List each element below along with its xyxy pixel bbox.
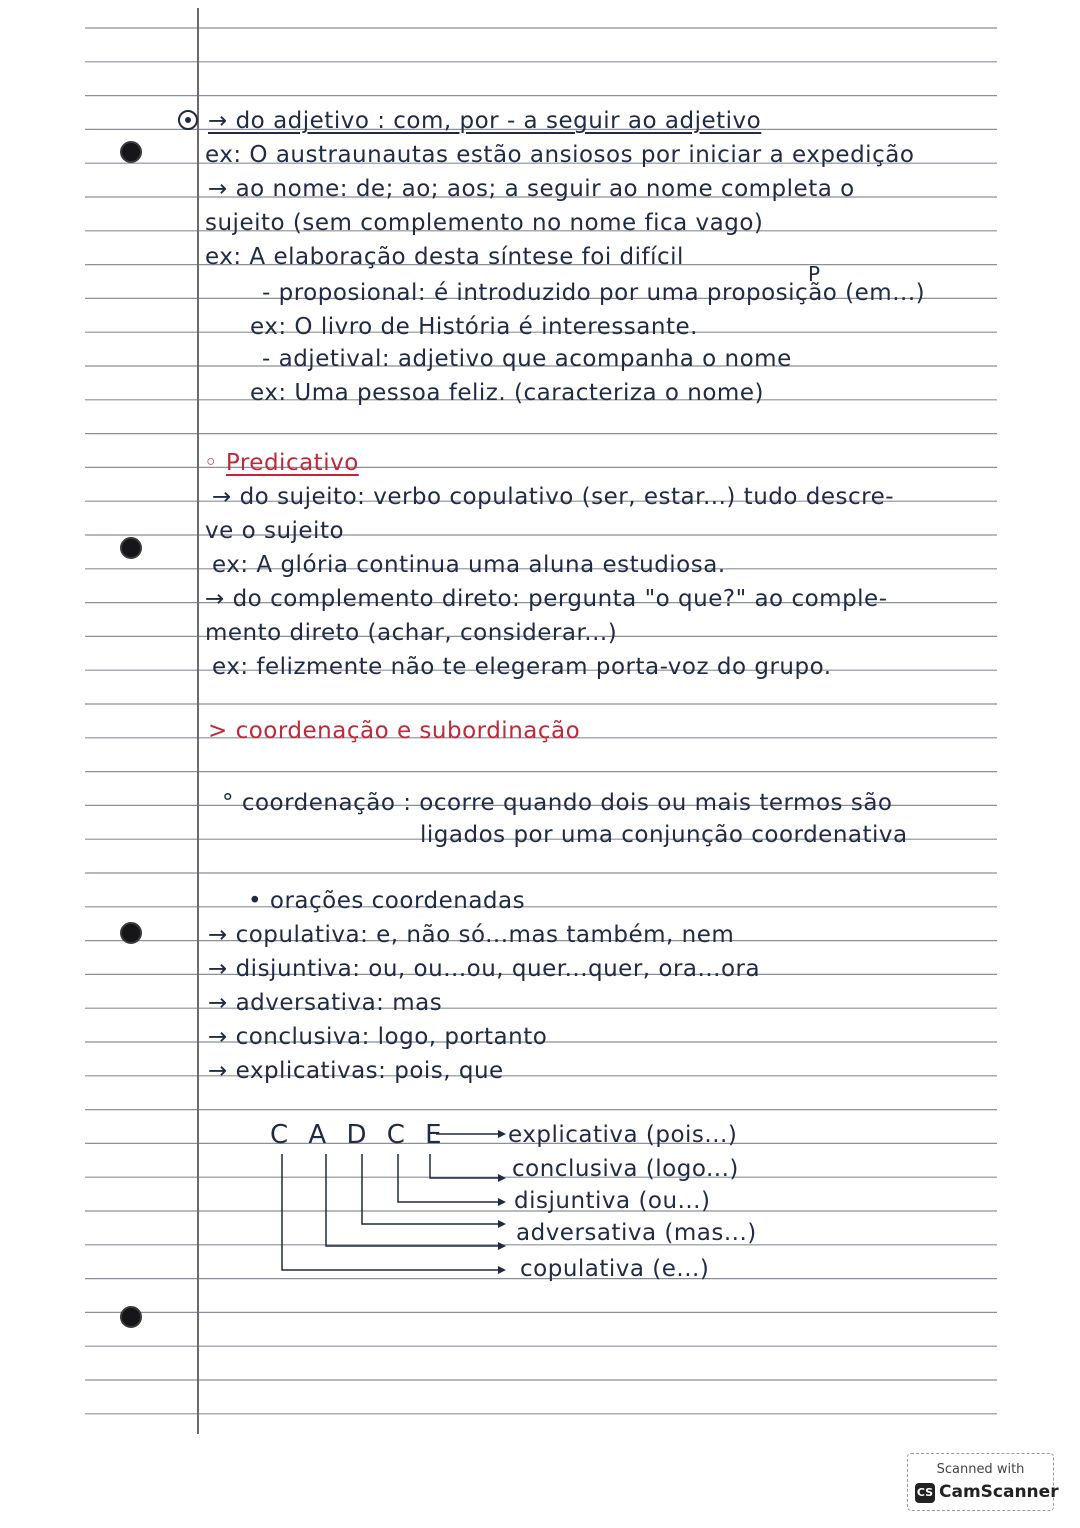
note-line: sujeito (sem complemento no nome fica vago): [205, 210, 764, 236]
note-line: ve o sujeito: [205, 518, 345, 544]
note-line: → copulativa: e, não só...mas também, nem: [208, 922, 735, 948]
note-line: ° coordenação : ocorre quando dois ou mais termos são: [222, 790, 893, 816]
note-line: → adversativa: mas: [208, 990, 443, 1016]
note-annotation: P: [808, 262, 821, 286]
note-line: → conclusiva: logo, portanto: [208, 1024, 548, 1050]
note-line: ex: Uma pessoa feliz. (caracteriza o nome): [250, 380, 764, 406]
punch-hole: [120, 537, 142, 559]
bullet-circle-icon: [178, 110, 198, 130]
cadce-letters: C A D C E: [270, 1120, 448, 1150]
note-line: → do complemento direto: pergunta "o que?" ao comple-: [205, 586, 888, 612]
note-line: → explicativas: pois, que: [208, 1058, 504, 1084]
camscanner-logo-icon: CS: [915, 1483, 935, 1503]
note-line: • orações coordenadas: [248, 888, 526, 914]
note-line: ex: felizmente não te elegeram porta-voz do grupo.: [212, 654, 832, 680]
punch-hole: [120, 141, 142, 163]
watermark-caption: Scanned with: [936, 1462, 1025, 1477]
cadce-item: conclusiva (logo...): [512, 1156, 739, 1182]
section-heading: > coordenação e subordinação: [208, 718, 581, 744]
note-line: ex: O austraunautas estão ansiosos por iniciar a expedição: [205, 142, 915, 168]
punch-hole: [120, 1306, 142, 1328]
punch-hole: [120, 922, 142, 944]
note-line: mento direto (achar, considerar...): [205, 620, 618, 646]
note-line: ligados por uma conjunção coordenativa: [420, 822, 908, 848]
cadce-arrows: [270, 1120, 510, 1285]
note-line: - proposional: é introduzido por uma proposição (em...): [262, 280, 926, 306]
cadce-item: adversativa (mas...): [516, 1220, 757, 1246]
note-line: ex: O livro de História é interessante.: [250, 314, 698, 340]
cadce-item: disjuntiva (ou...): [514, 1188, 711, 1214]
note-line: → do adjetivo : com, por - a seguir ao adjetivo: [208, 108, 762, 134]
section-heading: ◦ Predicativo: [204, 450, 359, 476]
note-line: - adjetival: adjetivo que acompanha o nome: [262, 346, 792, 372]
note-line: ex: A elaboração desta síntese foi difícil: [205, 244, 684, 270]
note-line: → do sujeito: verbo copulativo (ser, estar...) tudo descre-: [212, 484, 895, 510]
note-line: → ao nome: de; ao; aos; a seguir ao nome completa o: [208, 176, 855, 202]
cadce-item: explicativa (pois...): [508, 1122, 738, 1148]
cadce-item: copulativa (e...): [520, 1256, 710, 1282]
watermark-brand: CamScanner: [939, 1482, 1059, 1502]
camscanner-watermark: [907, 1453, 1059, 1511]
note-line: → disjuntiva: ou, ou...ou, quer...quer, ora...ora: [208, 956, 761, 982]
note-line: ex: A glória continua uma aluna estudiosa.: [212, 552, 726, 578]
